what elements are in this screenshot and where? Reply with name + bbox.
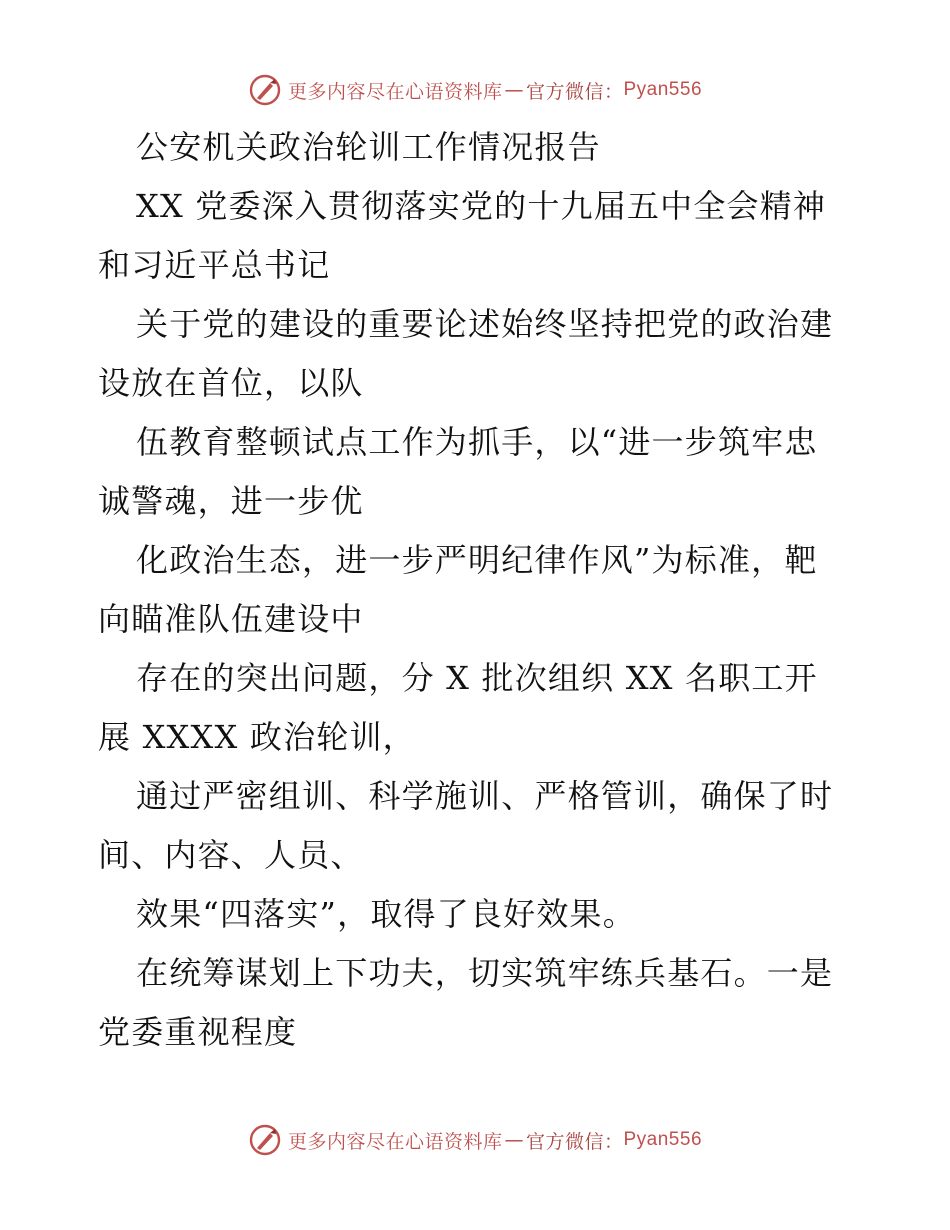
watermark-brand: 更多内容尽在心语资料库	[287, 1130, 503, 1153]
watermark-separator: —	[504, 79, 524, 101]
document-line: 通过严密组训、科学施训、严格管训，确保了时	[136, 777, 834, 815]
quill-logo-icon	[248, 1123, 282, 1157]
watermark-brand: 更多内容尽在心语资料库	[287, 80, 503, 103]
document-line: 伍教育整顿试点工作为抓手，以“进一步筑牢忠	[136, 423, 818, 461]
document-line: 存在的突出问题，分 X 批次组织 XX 名职工开	[136, 659, 818, 697]
document-line: 化政治生态，进一步严明纪律作风”为标准，靶	[136, 541, 818, 579]
document-line: 设放在首位，以队	[98, 364, 364, 402]
footer-watermark	[0, 1120, 950, 1160]
quill-logo-icon	[248, 73, 282, 107]
document-line: 效果“四落实”，取得了良好效果。	[136, 895, 636, 933]
document-line: 诚警魂，进一步优	[98, 482, 364, 520]
watermark-label: 官方微信：	[525, 80, 624, 103]
watermark-label: 官方微信：	[525, 1130, 624, 1153]
watermark-wechat-id: Pyan556	[623, 79, 703, 100]
watermark-separator: —	[504, 1129, 524, 1151]
document-line: 在统筹谋划上下功夫，切实筑牢练兵基石。一是	[136, 954, 834, 992]
watermark-wechat-id: Pyan556	[623, 1129, 703, 1150]
header-watermark	[0, 70, 950, 110]
document-line: 展 XXXX 政治轮训，	[98, 718, 416, 756]
document-line: 关于党的建设的重要论述始终坚持把党的政治建	[136, 305, 834, 343]
document-line: 党委重视程度	[98, 1013, 298, 1051]
document-title: 公安机关政治轮训工作情况报告	[136, 128, 601, 166]
document-line: 间、内容、人员、	[98, 836, 364, 874]
document-line: 向瞄准队伍建设中	[98, 600, 364, 638]
document-line: XX 党委深入贯彻落实党的十九届五中全会精神	[136, 187, 827, 225]
document-line: 和习近平总书记	[98, 246, 331, 284]
document-body	[98, 118, 858, 1062]
